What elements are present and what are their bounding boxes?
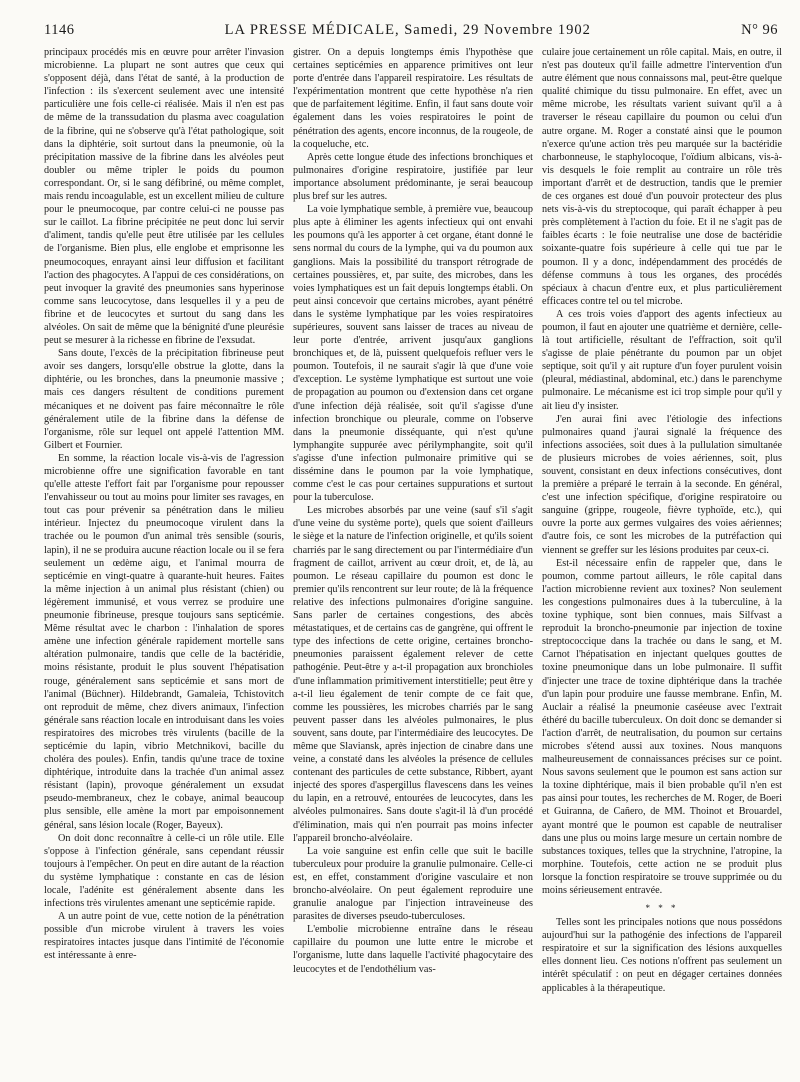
paragraph: La voie sanguine est enfin celle que suit le bacille tuberculeux pour produire la granulie pulmonaire. Celle-ci est, en effet, constamment d'origine vasculaire et non broncho-alvéolaire. On peut également reproduire une granulie analogue par l'injection intraveineuse des parasites de diverses pseudo-tuberculoses. (293, 845, 533, 923)
column-3 (542, 46, 782, 1074)
issue-number: N° 96 (741, 22, 778, 38)
paragraph: A ces trois voies d'apport des agents infectieux au poumon, il faut en ajouter une quatrième et dernière, celle-là tout artificielle, résultant de l'effraction, soit qu'il s'agisse de plaie pénétrante du poumon par un objet septique, soit qu'il y ait rupture d'un foyer purulent voisin (pleural, médiastinal, abdominal, etc.) dans le parenchyme pulmonaire. Le mécanisme est ici trop simple pour qu'il y ait lieu d'y insister. (542, 308, 782, 412)
paragraph: Sans doute, l'excès de la précipitation fibrineuse peut avoir ses dangers, lorsqu'elle obstrue la glotte, dans la diphtérie, ou les bronches, dans la pneumonie massive ; mais ces dangers résultent de conditions purement mécaniques et ne doivent pas faire méconnaître le rôle généralement utile de la fibrine dans la défense de l'organisme, rôle sur lequel ont appelé l'attention MM. Gilbert et Fournier. (44, 348, 284, 451)
journal-title: LA PRESSE MÉDICALE (224, 22, 395, 38)
section-separator: * * * (645, 903, 679, 914)
paragraph: gistrer. On a depuis longtemps émis l'hypothèse que certaines septicémies en apparence primitives ont leur porte d'entrée dans l'appareil respiratoire. Les résultats de l'expérimentation montrent que cette hypothèse n'a rien que de parfaitement légitime. Enfin, il faut sans doute voir également dans les voies respiratoires le point de pénétration des agents, encore inconnus, de la rougeole, de la coqueluche, etc. (293, 47, 533, 150)
paragraph: Telles sont les principales notions que nous possédons aujourd'hui sur la pathogénie des infections de l'appareil respiratoire et sur la signification des lésions auxquelles elles donnent lieu. Ces notions n'offrent pas seulement un intérêt spéculatif : on peut en dégager certaines données applicables à la thérapeutique. (542, 917, 782, 994)
paragraph: Après cette longue étude des infections bronchiques et pulmonaires d'origine respiratoire, justifiée par leur importance absolument prédominante, je serai beaucoup plus bref sur les autres. (293, 151, 533, 203)
paragraph: A un autre point de vue, cette notion de la pénétration possible d'un microbe virulent à travers les voies respiratoires intactes jusque dans l'intimité de l'économie est intéressante à enre- (44, 911, 284, 962)
text-columns (44, 46, 782, 1074)
paragraph: culaire joue certainement un rôle capital. Mais, en outre, il n'est pas douteux qu'il faille admettre l'intervention d'un autre élément que nous connaissons mal, peut-être quelque qualité chimique du tissu pulmonaire. En effet, avec un même microbe, les résultats varient suivant qu'il a à traverser le réseau capillaire du poumon ou celui d'un autre organe. M. Roger a constaté ainsi que le poumon n'exerce qu'une action très peu marquée sur la bactéridie charbonneuse, le staphylocoque, l'oïdium albicans, vis-à-vis desquels le foie remplit au contraire un rôle très important d'arrêt et de destruction, tandis que le premier de ces organes est doué d'un pouvoir protecteur des plus nets vis-à-vis du streptocoque, qui paraît échapper à peu près complètement à l'action du foie. Et il ne s'agit pas de faibles écarts : le foie neutralise une dose de bactéridie soixante-quatre fois supérieure à celle qui tue par le poumon. Il y a donc, indépendamment des procédés de défense communs à tous les organes, des procédés spéciaux à chacun d'entre eux, et plus particulièrement efficaces contre tel ou tel microbe. (542, 47, 782, 307)
paragraph: L'embolie microbienne entraîne dans le réseau capillaire du poumon une lutte entre le microbe et l'organisme, lutte dans laquelle l'activité phagocytaire des leucocytes et de l'endothélium vas- (293, 924, 533, 975)
paragraph: Les microbes absorbés par une veine (sauf s'il s'agit d'une veine du système porte), quels que soient d'ailleurs le siège et la nature de l'infection originelle, et qu'ils soient charriés par le sang directement ou par l'intermédiaire d'un fragment de caillot, arrivent au cœur droit, et, de là, au poumon. Le réseau capillaire du poumon est donc le premier qu'ils rencontrent sur leur route; de là la fréquence relative des infections pulmonaires d'origine sanguine. Sans parler de certaines congestions, des abcès métastatiques, et de certains cas de gangrène, qui offrent le type des infections de cette origine, certaines broncho-pneumonies paraissent également relever de cette pathogénie. Peut-être y a-t-il propagation aux bronchioles d'une inflammation primitivement interstitielle; peut être y a-t-il lieu également de tenir compte de ce fait que, comme les poussières, les microbes charriés par le sang peuvent passer dans les alvéoles pulmonaires, le plus souvent, sans doute, par l'intermédiaire des leucocytes. De même que Slaviansk, après injection de cinabre dans une veine, a constaté dans les alvéoles la présence de cellules contenant des particules de cette substance, Ribbert, ayant injecté des spores d'aspergillus flavescens dans les veines du lapin, en a retrouvé, entourées de leucocytes, dans les alvéoles pulmonaires. Sans doute s'agit-il là d'un procédé d'élimination, mais qui n'en pourrait pas moins infecter l'appareil broncho-alvéolaire. (293, 505, 533, 844)
paragraph: principaux procédés mis en œuvre pour arrêter l'invasion microbienne. La plupart ne sont autres que ceux qui s'opposent déjà, dans l'état de santé, à la production de l'infection : ils s'exercent seulement avec une intensité particulière une fois celle-ci réalisée. Mais il n'en est pas de même de la transsudation du plasma avec coagulation de la fibrine, qui ne s'observe qu'à l'état pathologique, soit dans la diphtérie, soit surtout dans la pneumonie, où la précipitation massive de la fibrine dans les alvéoles peut doubler ou même tripler le poids du poumon correspondant. Or, si le sang défibriné, ou même complet, mais rendu incoagulable, est un excellent milieu de culture pour le pneumocoque, par contre celui-ci ne pousse pas sur le caillot. La fibrine précipitée ne peut donc lui servir d'aliment, tandis qu'elle peut être utilisée par les cellules de l'organisme. Bien plus, elle englobe et emprisonne les pneumocoques, enrayant ainsi leur diffusion et facilitant l'action des phagocytes. A l'appui de ces considérations, on peut invoquer la gravité des pneumonies sans hyperinose comme sans leucocytose, dans lesquelles il y a peu de fibrine et de leucocytes et surtout du sang dans les alvéoles. On sait de même que la bénignité d'une pleurésie peut se mesurer à la richesse en fibrine de l'exsudat. (44, 47, 284, 347)
paragraph: J'en aurai fini avec l'étiologie des infections pulmonaires quand j'aurai signalé la fréquence des infections associées, soit dues à la pullulation simultanée de plusieurs microbes de voies aériennes, soit, plus souvent, consistant en deux infections consécutives, dont la première a préparé le terrain à la seconde. En général, c'est une infection spécifique, d'origine respiratoire ou sanguine (grippe, rougeole, fièvre typhoïde, etc.), qui ouvre la porte aux germes vulgaires des voies aériennes; d'autre fois, ce sont les microbes de la putréfaction qui viennent se greffer sur les lésions produites par ceux-ci. (542, 413, 782, 556)
paragraph: En somme, la réaction locale vis-à-vis de l'agression microbienne offre une signification favorable en tant qu'elle atteste l'effort fait par l'organisme pour repousser l'envahisseur ou tout au moins pour limiter ses ravages, en tout cas pour prévenir sa pénétration dans le milieu intérieur. Injectez du pneumocoque virulent dans la trachée ou le poumon d'un animal très sensible (souris, lapin), il ne se produira aucune réaction locale ou il se fera seulement un œdème aigu, et l'animal mourra de septicémie en vingt-quatre à quarante-huit heures. Faites la même injection à un animal plus résistant (chien) ou légèrement immunisé, et vous verrez se produire une pneumonie fibrineuse, presque toujours sans septicémie. Même résultat avec le charbon : l'inhalation de spores amène une infection générale rapidement mortelle sans altération pulmonaire, tandis que celle de la bactéridie, moins résistante, produit le plus souvent l'hépatisation rouge, généralement sans septicémie et sans mort de l'animal (Büchner). Hildebrandt, Gamaleia, Tchistovitch ont reproduit de même, chez divers animaux, l'infection générale sans réaction locale en introduisant dans les voies respiratoires des microbes très virulents (bacille de la septicémie du lapin, vibrio Metchnikovi, bacille du choléra des poules). Enfin, tandis qu'une trace de toxine diphtérique, introduite dans la trachée d'un animal assez résistant (lapin), provoque généralement un exsudat pseudo-membraneux, chez le cobaye, animal beaucoup plus sensible, elle amène la mort par empoisonnement général, sans lésion locale (Roger, Bayeux). (44, 452, 284, 831)
paragraph: Est-il nécessaire enfin de rappeler que, dans le poumon, comme partout ailleurs, le rôle capital dans l'action microbienne revient aux toxines? Non seulement les congestions pulmonaires dues à la tuberculine, à la toxine typhique, sont bien connues, mais Silfvast a reproduit la broncho-pneumonie par injection de toxine streptococcique dans la trachée ou dans le sang, et M. Carnot l'hépatisation en injectant quelques gouttes de toxine pneumonique dans un lobe pulmonaire. Il suffit d'injecter une trace de toxine diphtérique dans la trachée d'un lapin pour produire une fausse membrane. Enfin, M. Auclair a réalisé la pneumonie caséeuse avec l'extrait éthéré du bacille tuberculeux. On doit donc se demander si l'action d'arrêt, de neutralisation, du poumon sur certains microbes s'étend aussi aux toxines. Nous manquons malheureusement de connaissances précises sur ce point. Nous savons seulement que le poumon est sans action sur la toxine diphtérique, mais il bien probable qu'il n'en est pas ainsi pour toutes, les recherches de M. Roger, de Boeri et Guiranna, de Cañero, de MM. Thoinot et Brouardel, ayant montré que le poumon est capable de neutraliser dans une plus ou moins large mesure un certain nombre de substances toxiques, telles que la strychnine, l'atropine, la morphine. Toutefois, cette action ne se produit plus lorsque la fonction respiratoire se trouve supprimée ou du moins sérieusement entravée. (542, 557, 782, 896)
paragraph: La voie lymphatique semble, à première vue, beaucoup plus apte à éliminer les agents infectieux qui ont envahi les poumons qu'à les apporter à cet organe, étant donné le sens normal du cours de la lymphe, qui va du poumon aux ganglions. Mais la possibilité du transport rétrograde de certaines poussières, et, par suite, des microbes, dans les voies lymphatiques est un fait depuis longtemps établi. On peut ainsi concevoir que certains microbes, ayant pénétré dans le système lymphatique par les voies respiratoires supérieures, souvent sans laisser de traces au niveau de leur porte d'entrée, arrivent jusqu'aux ganglions bronchiques et, de là, puissent quelquefois refluer vers le poumon. Toutefois, il ne saurait s'agir là que d'une voie d'exception. Le système lymphatique est surtout une voie de propagation au poumon ou d'extension dans cet organe d'une infection déjà réalisée, soit qu'il s'agisse d'une infection bronchique ou pleurale, comme on l'observe dans la pneumonie disséquante, qui n'est qu'une lymphangite suppurée avec périlymphangite, soit qu'il s'agisse d'une infection pulmonaire primitive qui se dissémine dans le poumon par la voie lymphatique, comme c'est le cas pour certaines suppurations et surtout pour la tuberculose. (293, 204, 533, 504)
running-header (44, 22, 778, 42)
column-2 (293, 46, 533, 1074)
journal-title-line (225, 22, 591, 39)
column-1 (44, 46, 284, 1074)
issue-date: , Samedi, 29 Novembre 1902 (394, 22, 591, 38)
paragraph: On doit donc reconnaître à celle-ci un rôle utile. Elle s'oppose à l'infection générale, sans cependant réussir toujours à l'empêcher. On peut en dire autant de la réaction du système lymphatique : constante en cas de lésion locale, l'adénite est généralement absente dans les infections très virulentes amenant une septicémie rapide. (44, 832, 284, 910)
page-number: 1146 (44, 22, 75, 38)
